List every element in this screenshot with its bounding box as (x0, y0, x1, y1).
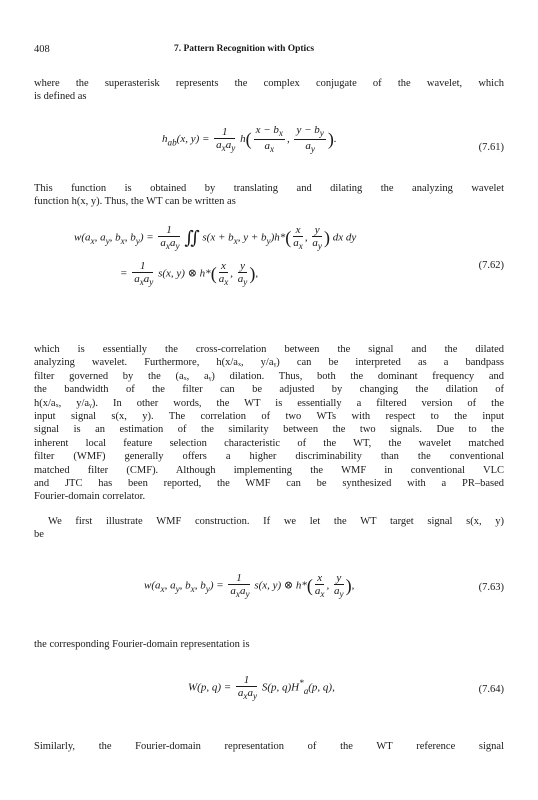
text-line: where the superasterisk represents the complex conjugate of the wavelet, which (34, 78, 504, 89)
text-line: Similarly, the Fourier-domain representation of the WT reference signal (34, 741, 504, 752)
equation-number: (7.62) (478, 260, 504, 271)
text-line: We first illustrate WMF construction. If we let the WT target signal s(x, y) (48, 516, 504, 527)
text-line: the bandwidth of the filter can be adjusted by changing the dilation of (34, 384, 504, 396)
paragraph (34, 343, 504, 504)
equation-7-64: W(p, q) = $\frac{1}{a_xa_y}$ S(p, $q)H^*_a(p$, q), (7.64) (188, 674, 504, 702)
paragraph (34, 182, 504, 209)
paragraph (34, 740, 504, 753)
text-line: h(x/aₓ, y/aᵧ). In other words, the WT is essentially a filtered version of the (34, 397, 504, 409)
text-line: Fourier-domain correlator. (34, 491, 146, 503)
text-line: This function is obtained by translating and dilating the analyzing wavelet (34, 183, 504, 194)
text-line: which is essentially the cross-correlation between the signal and the dilated (34, 344, 504, 355)
text-line: signal is an estimation of the similarity between the two signals. Due to the (34, 424, 504, 436)
equation-number: (7.63) (478, 582, 504, 593)
text-line: is defined as (34, 91, 87, 103)
page-number: 408 (34, 44, 50, 55)
text-line: and JTC has been reported, the WMF can be synthesized with a PR–based (34, 478, 504, 490)
equation-7-61: $h_{ab}(x$, y) = $\frac{1}{a_xa_y}$ h( $\frac{x - b_x}{a_x}$ , $\frac{y - b_y}{a_y}$ ). (7.61) (162, 124, 504, 155)
text-line: filter governed by the (aₓ, aᵧ) dilation. Thus, both the dominant frequency and (34, 370, 504, 382)
paragraph (34, 77, 504, 104)
text-line: matched filter (CMF). Although implementing the WMF in conventional VLC (34, 464, 504, 476)
equation-number: (7.61) (478, 142, 504, 153)
text-line: analyzing wavelet. Furthermore, h(x/aₓ, y/aᵧ) can be interpreted as a bandpass (34, 357, 504, 369)
text-line: function h(x, y). Thus, the WT can be written as (34, 196, 236, 208)
running-title: 7. Pattern Recognition with Optics (174, 44, 315, 54)
text-line: filter (WMF) generally offers a higher discriminability than the conventional (34, 451, 504, 463)
text-line: input signal s(x, y). The correlation of two WTs with respect to the input (34, 411, 504, 423)
paragraph (34, 515, 504, 542)
paragraph (34, 638, 504, 651)
equation-7-63: $w(a_x$, $a_y$, $b_x$, $b_y$) = $\frac{1}{a_xa_y}$ s(x, y) ⊗ h*( $\frac{x}{a_x}$ , $\frac{y}{a_y}$ ), (7.63) (144, 572, 504, 600)
text-line: the corresponding Fourier-domain representation is (34, 639, 250, 650)
text-line: be (34, 529, 44, 541)
equation-7-62: $w(a_x$, $a_y$, $b_x$, $b_y$) = $\frac{1}{a_xa_y}$ ∬ $s(x + b_x$, $y + b_y)h*$( $\frac{x}{a_x}$ , $\frac{y}{a_y}$ ) dx dy = $\frac{1}{a_xa_y}$ s(x, y) ⊗ h*( $\frac{x}{a_x}$ , $\frac{y}{a_y}$ ), (7.62) (74, 224, 504, 288)
text-line: inherent local feature selection characteristic of the WT, the wavelet matched (34, 437, 504, 449)
equation-number: (7.64) (478, 684, 504, 695)
